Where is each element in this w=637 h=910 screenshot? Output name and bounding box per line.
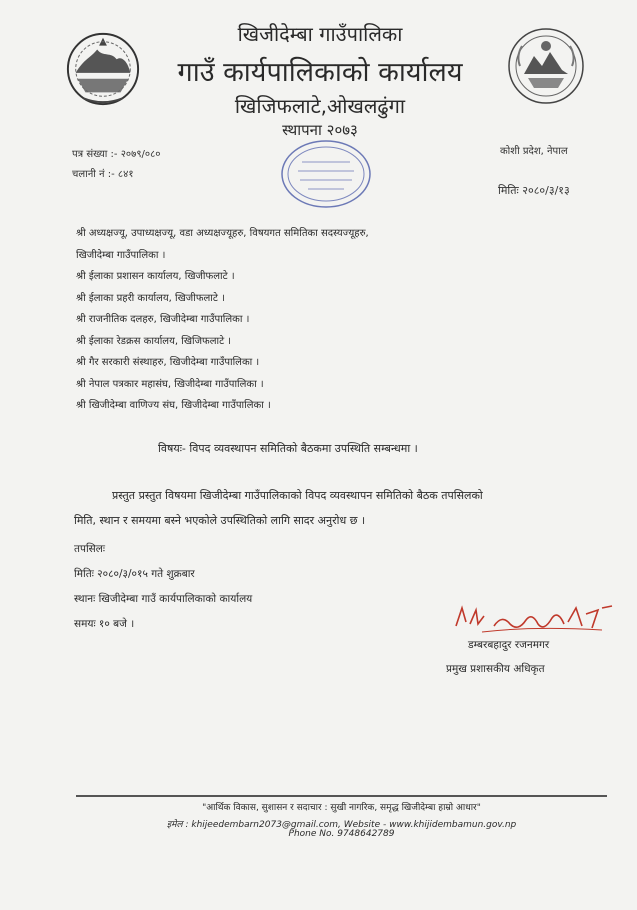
recipient-list: [76, 223, 369, 417]
signatory-title: प्रमुख प्रशासकीय अधिकृत: [446, 663, 545, 675]
meeting-time: समयः १० बजे ।: [74, 618, 135, 630]
signatory-name: डम्बरबहादुर रजनमगर: [468, 639, 550, 651]
footer-phone: Phone No. 9748642789: [288, 829, 395, 839]
recipient-line: श्री खिजीदेम्बा वाणिज्य संघ, खिजीदेम्बा गाउँपालिका ।: [76, 400, 271, 411]
recipient-line: श्री अध्यक्षज्यू, उपाध्यक्षज्यू, वडा अध्यक्षज्यूहरु, विषयगत समितिका सदस्यज्यूहरु,: [76, 228, 369, 239]
letter-subject: विषयः- विपद व्यवस्थापन समितिको बैठकमा उपस्थिति सम्बन्धमा ।: [158, 442, 418, 455]
office-stamp: [280, 138, 372, 210]
meeting-details: [74, 537, 252, 637]
office-title: गाउँ कार्यपालिकाको कार्यालय: [177, 57, 463, 88]
nepal-emblem-logo: [64, 30, 142, 108]
letter-date: मितिः २०८०/३/१३: [498, 184, 570, 197]
established-year: स्थापना २०७३: [282, 121, 358, 139]
meeting-place: स्थानः खिजीदेम्बा गाउँ कार्यपालिकाको कार्यालय: [74, 593, 253, 605]
province-label: कोशी प्रदेश, नेपाल: [500, 146, 568, 157]
recipient-line: श्री ईलाका रेडक्रस कार्यालय, खिजिफलाटे ।: [76, 335, 232, 347]
office-location: खिजिफलाटे,ओखलढुंगा: [234, 94, 406, 118]
dispatch-number: चलानी नं :- ८४१: [72, 169, 134, 180]
municipality-logo: [506, 26, 586, 106]
municipality-name: खिजीदेम्बा गाउँपालिका: [237, 22, 403, 46]
recipient-line: श्री ईलाका प्रहरी कार्यालय, खिजीफलाटे ।: [76, 292, 225, 304]
recipient-line: श्री गैर सरकारी संस्थाहरु, खिजीदेम्बा गाउँपालिका ।: [76, 357, 260, 368]
recipient-line: श्री राजनीतिक दलहरु, खिजीदेम्बा गाउँपालिका ।: [76, 314, 250, 325]
body-line-1: प्रस्तुत प्रस्तुत विषयमा खिजीदेम्बा गाउँपालिकाको विपद व्यवस्थापन समितिको बैठक तपसिलको: [112, 489, 483, 502]
recipient-line: श्री नेपाल पत्रकार महासंघ, खिजीदेम्बा गाउँपालिका ।: [76, 378, 264, 390]
handwritten-signature: [452, 596, 617, 636]
footer-contact: इमेल : khijeedembarn2073@gmail.com, Website - www.khijidembamun.gov.np: [166, 820, 517, 830]
body-line-2: मिति, स्थान र समयमा बस्ने भएकोले उपस्थितिको लागि सादर अनुरोध छ ।: [74, 514, 366, 527]
recipient-line: श्री ईलाका प्रशासन कार्यालय, खिजीफलाटे ।: [76, 271, 235, 282]
meeting-date: मितिः २०८०/३/०१५ गते शुक्रबार: [74, 568, 195, 580]
recipient-line: खिजीदेम्बा गाउँपालिका ।: [76, 249, 166, 261]
reference-number: पत्र संख्या :- २०७९/०८०: [72, 149, 161, 160]
footer-slogan: "आर्थिक विकास, सुशासन र सदाचार : सुखी नागरिक, समृद्ध खिजीदेम्बा हाम्रो आधार": [202, 803, 481, 813]
footer-divider: [76, 795, 607, 797]
details-heading: तपसिलः: [74, 543, 106, 555]
